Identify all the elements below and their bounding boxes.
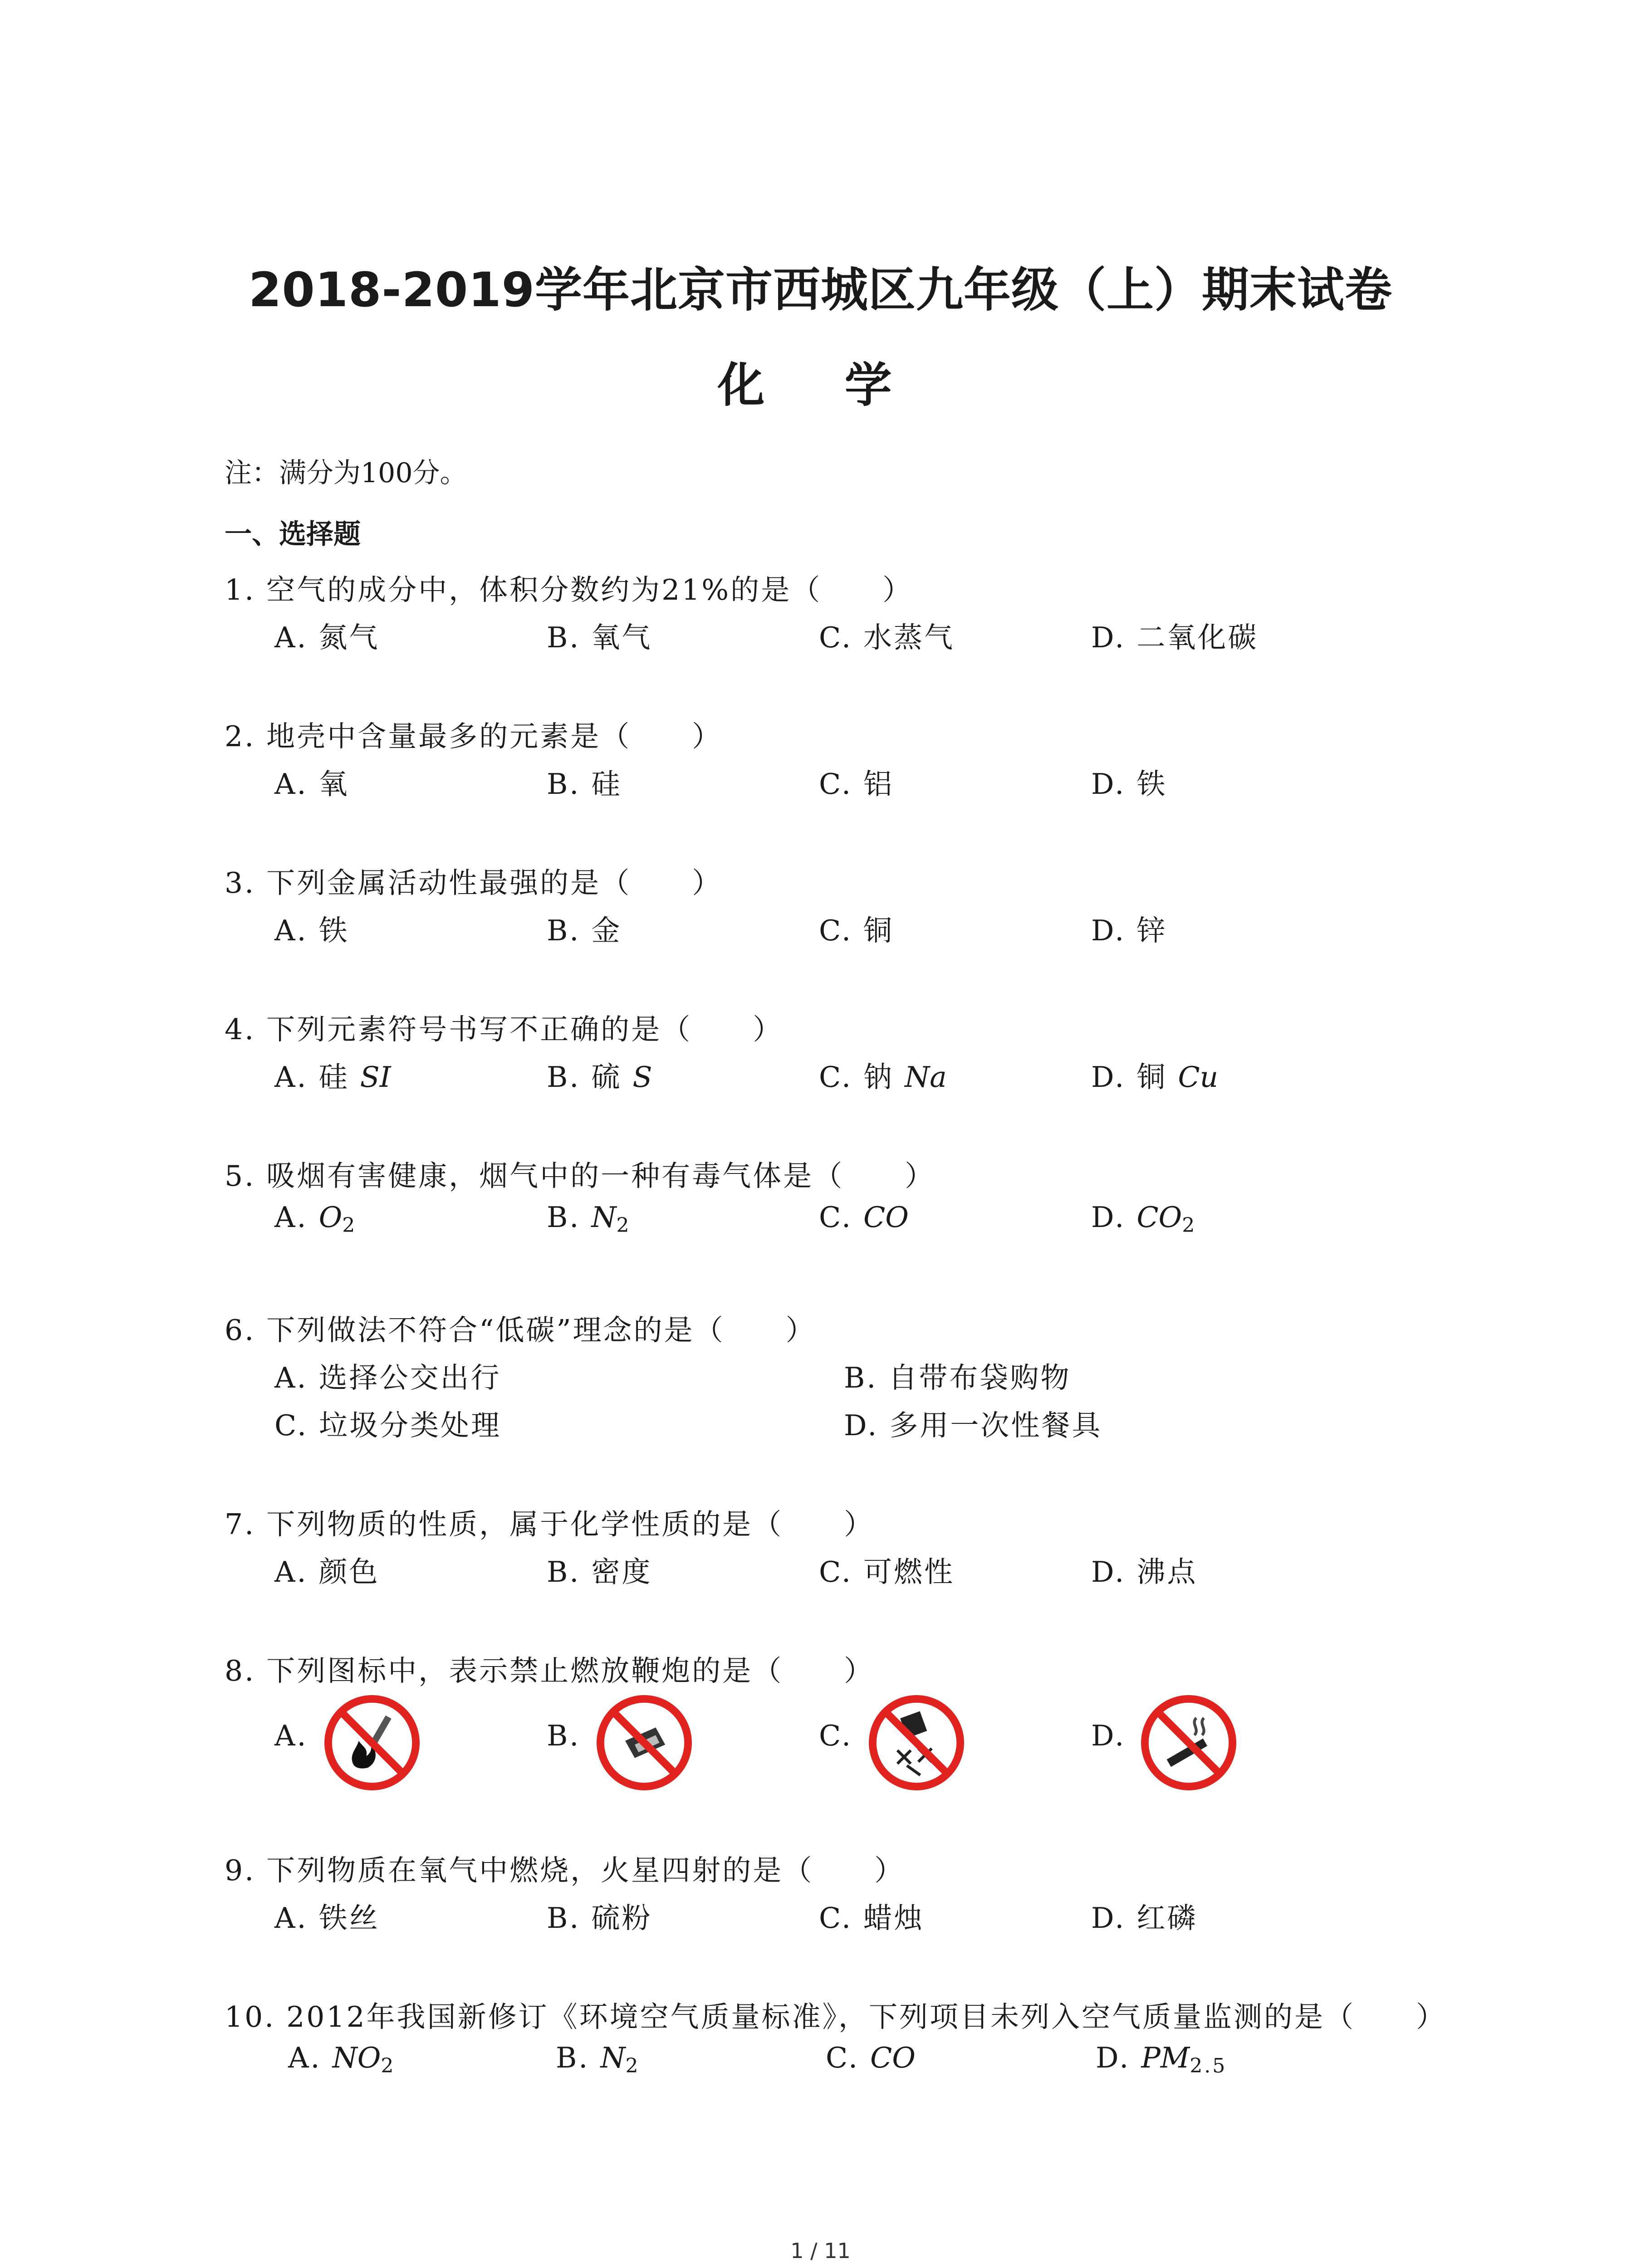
score-note: 注：满分为100分。	[225, 457, 467, 489]
question-6-option-a: A. 选择公交出行	[274, 1361, 501, 1394]
question-1-option-d: D. 二氧化碳	[1091, 621, 1259, 654]
question-3-option-b: B. 金	[547, 914, 622, 947]
no-smoking-icon	[1141, 1695, 1236, 1790]
section-heading: 一、选择题	[225, 518, 361, 550]
question-10-option-d: D. PM2.5	[1096, 2041, 1227, 2078]
question-2-option-b: B. 硅	[547, 767, 622, 801]
question-6-option-c: C. 垃圾分类处理	[274, 1409, 502, 1442]
question-5-option-c: C. CO	[819, 1201, 909, 1234]
question-9-stem: 9. 下列物质在氧气中燃烧，火星四射的是（ ）	[225, 1854, 905, 1887]
page-number: 1 / 11	[790, 2239, 851, 2263]
question-2-stem: 2. 地壳中含量最多的元素是（ ）	[225, 720, 723, 753]
question-4-option-b: B. 硫 S	[547, 1061, 652, 1094]
question-5-option-d: D. CO2	[1091, 1201, 1197, 1237]
question-8-option-b: B.	[547, 1719, 581, 1752]
question-4-stem: 4. 下列元素符号书写不正确的是（ ）	[225, 1013, 784, 1046]
question-1-option-a: A. 氮气	[274, 621, 380, 654]
no-matches-icon	[597, 1695, 692, 1790]
question-8-option-a: A.	[274, 1719, 308, 1752]
question-2-option-d: D. 铁	[1091, 767, 1167, 801]
question-9-option-a: A. 铁丝	[274, 1901, 380, 1935]
no-open-flame-icon	[324, 1695, 420, 1790]
no-firecrackers-icon	[869, 1695, 964, 1790]
question-5-option-b: B. N2	[547, 1201, 631, 1237]
question-8-stem: 8. 下列图标中，表示禁止燃放鞭炮的是（ ）	[225, 1654, 875, 1687]
question-3-option-c: C. 铜	[819, 914, 894, 947]
question-8-option-c: C.	[819, 1719, 852, 1752]
question-10-option-c: C. CO	[826, 2041, 916, 2074]
question-4-option-a: A. 硅 SI	[274, 1061, 391, 1094]
question-3-option-a: A. 铁	[274, 914, 349, 947]
question-3-stem: 3. 下列金属活动性最强的是（ ）	[225, 866, 723, 899]
question-4-option-c: C. 钠 Na	[819, 1061, 947, 1094]
question-7-stem: 7. 下列物质的性质，属于化学性质的是（ ）	[225, 1508, 875, 1541]
question-2-option-c: C. 铝	[819, 767, 894, 801]
question-1-option-b: B. 氧气	[547, 621, 652, 654]
question-7-option-b: B. 密度	[547, 1555, 652, 1589]
question-3-option-d: D. 锌	[1091, 914, 1167, 947]
question-10-stem: 10. 2012年我国新修订《环境空气质量标准》，下列项目未列入空气质量监测的是（ ）	[225, 2000, 1447, 2033]
question-2-option-a: A. 氧	[274, 767, 349, 801]
question-8-option-d: D.	[1091, 1719, 1126, 1752]
question-9-option-c: C. 蜡烛	[819, 1901, 925, 1935]
question-7-option-a: A. 颜色	[274, 1555, 380, 1589]
question-10-option-a: A. NO2	[288, 2041, 396, 2078]
question-7-option-c: C. 可燃性	[819, 1555, 955, 1589]
question-6-option-b: B. 自带布袋购物	[844, 1361, 1071, 1394]
question-9-option-b: B. 硫粉	[547, 1901, 652, 1935]
subject-title: 化 学	[717, 357, 924, 413]
question-6-option-d: D. 多用一次性餐具	[844, 1409, 1102, 1442]
question-5-stem: 5. 吸烟有害健康，烟气中的一种有毒气体是（ ）	[225, 1159, 936, 1193]
question-9-option-d: D. 红磷	[1091, 1901, 1198, 1935]
question-7-option-d: D. 沸点	[1091, 1555, 1198, 1589]
question-10-option-b: B. N2	[556, 2041, 640, 2078]
question-1-stem: 1. 空气的成分中，体积分数约为21%的是（ ）	[225, 573, 913, 606]
question-1-option-c: C. 水蒸气	[819, 621, 955, 654]
question-4-option-d: D. 铜 Cu	[1091, 1061, 1219, 1094]
page-title: 2018-2019学年北京市西城区九年级（上）期末试卷	[248, 262, 1393, 318]
question-5-option-a: A. O2	[274, 1201, 357, 1237]
question-6-stem: 6. 下列做法不符合“低碳”理念的是（ ）	[225, 1314, 816, 1347]
